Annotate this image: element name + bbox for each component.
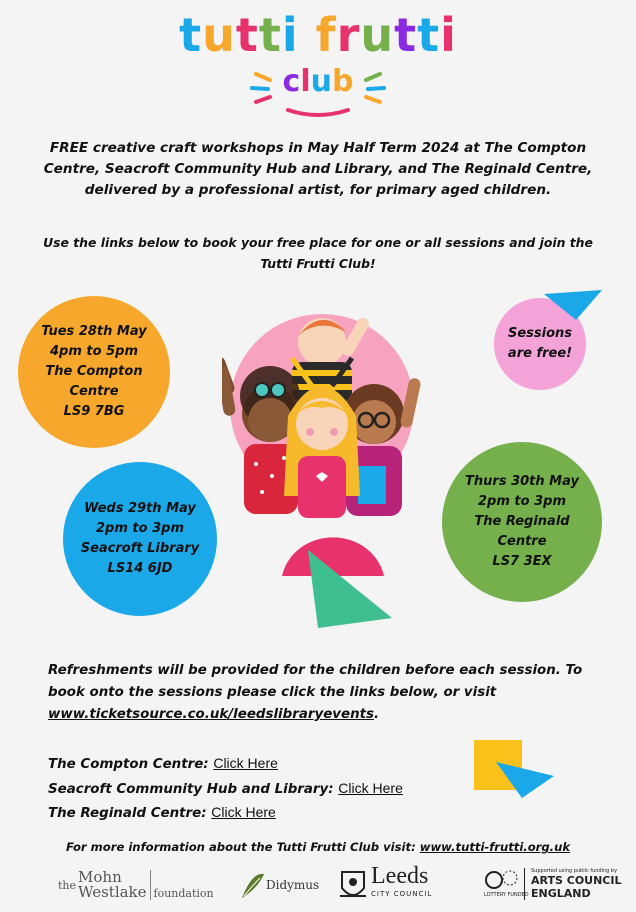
- arts-supported-text: Supported using public funding by: [531, 868, 618, 874]
- compton-click-here-link[interactable]: Click Here: [213, 755, 278, 771]
- title-letter: t: [394, 8, 418, 62]
- session-reginald-circle: [442, 442, 602, 602]
- title-letter: i: [440, 8, 457, 62]
- didymus-name: Didymus: [266, 878, 320, 892]
- leeds-name: Leeds: [371, 863, 429, 889]
- session-postcode: LS7 3EX: [492, 554, 552, 569]
- session-time: 2pm to 3pm: [96, 521, 184, 536]
- club-subtitle: [0, 64, 636, 99]
- seacroft-click-here-link[interactable]: Click Here: [338, 779, 403, 796]
- arts-england-name: ENGLAND: [531, 887, 591, 900]
- session-postcode: LS9 7BG: [63, 404, 125, 419]
- title-letter: u: [360, 8, 395, 62]
- reginald-click-here-link[interactable]: Click Here: [211, 804, 276, 820]
- lottery-text: LOTTERY FUNDED: [484, 892, 529, 898]
- title-letter: t: [179, 8, 203, 62]
- session-time: 4pm to 5pm: [50, 344, 138, 359]
- session-date: Weds 29th May: [84, 501, 196, 516]
- ticketsource-link[interactable]: www.ticketsource.co.uk/leedslibraryevents: [48, 707, 374, 722]
- title-letter: t: [258, 8, 282, 62]
- venue-links: [48, 752, 488, 826]
- session-venue: Seacroft Library: [80, 541, 200, 556]
- venue-row-compton: [48, 752, 488, 777]
- leaf-icon: [238, 868, 266, 902]
- club-letter: c: [282, 64, 301, 99]
- session-date: Thurs 30th May: [465, 474, 579, 489]
- foundation-word: foundation: [153, 887, 214, 900]
- more-info-text: For more information about the Tutti Frutti Club visit:: [65, 840, 416, 854]
- title-letter: t: [235, 8, 259, 62]
- title-letter: f: [315, 8, 337, 62]
- session-seacroft-circle: [63, 462, 217, 616]
- intro-text: FREE creative craft workshops in May Half Term 2024 at The Compton Centre, Seacroft Community Hub and Library, and The Reginald Centre, delivered by a professional artist, for primary aged children.: [43, 140, 593, 198]
- mohn-the: the: [58, 878, 77, 892]
- title-letter: [299, 10, 316, 60]
- mohn-name: Mohn: [78, 868, 122, 886]
- club-letter: b: [331, 64, 354, 99]
- mohn-westlake-logo: [58, 870, 214, 900]
- children-illustration: [222, 296, 422, 526]
- refreshments-body: Refreshments will be provided for the children before each session. To book onto the sessions please click the links below, or visit: [48, 663, 583, 700]
- venue-row-reginald: [48, 801, 488, 826]
- green-triangle-decoration: [304, 548, 396, 632]
- blue-triangle-decoration: [494, 756, 558, 800]
- venue-name: The Compton Centre:: [48, 757, 209, 772]
- lottery-logo: [484, 868, 529, 898]
- refreshments-period: .: [374, 707, 380, 722]
- session-compton-circle: [18, 296, 170, 448]
- venue-name: Seacroft Community Hub and Library:: [48, 781, 334, 797]
- refreshments-text: [48, 660, 608, 726]
- arts-council-name: ARTS COUNCIL: [531, 874, 622, 887]
- venue-row-seacroft: [48, 777, 488, 802]
- session-postcode: LS14 6JD: [107, 561, 173, 576]
- session-time: 2pm to 3pm: [478, 494, 566, 509]
- didymus-logo: [238, 868, 319, 902]
- leeds-council-logo: [338, 863, 433, 904]
- tutti-frutti-title: [0, 10, 636, 60]
- blue-triangle-decoration: [540, 284, 606, 324]
- session-date: Tues 28th May: [41, 324, 147, 339]
- arts-council-logo: [524, 868, 621, 900]
- leeds-sub: CITY COUNCIL: [371, 890, 433, 898]
- more-info: [0, 840, 636, 854]
- session-venue-cont: Centre: [497, 534, 547, 549]
- tutti-frutti-link[interactable]: www.tutti-frutti.org.uk: [419, 840, 571, 854]
- venue-name: The Reginald Centre:: [48, 806, 207, 821]
- session-venue: The Compton: [45, 364, 143, 379]
- free-badge-line: Sessions: [507, 326, 573, 341]
- club-letter: l: [300, 64, 311, 99]
- title-letter: i: [281, 8, 299, 62]
- booking-note: Use the links below to book your free place for one or all sessions and join the Tutti Frutti Club!: [43, 235, 593, 271]
- free-badge-line: are free!: [507, 346, 573, 361]
- sponsor-logos: [0, 863, 636, 910]
- westlake-name: Westlake: [78, 883, 147, 901]
- lottery-hand-icon: [484, 868, 518, 892]
- club-letter: u: [310, 64, 332, 99]
- coat-of-arms-icon: [338, 866, 368, 904]
- session-venue: The Reginald: [474, 514, 570, 529]
- title-letter: t: [417, 8, 441, 62]
- session-venue-cont: Centre: [69, 384, 119, 399]
- title-letter: r: [336, 8, 361, 62]
- title-letter: u: [202, 8, 236, 62]
